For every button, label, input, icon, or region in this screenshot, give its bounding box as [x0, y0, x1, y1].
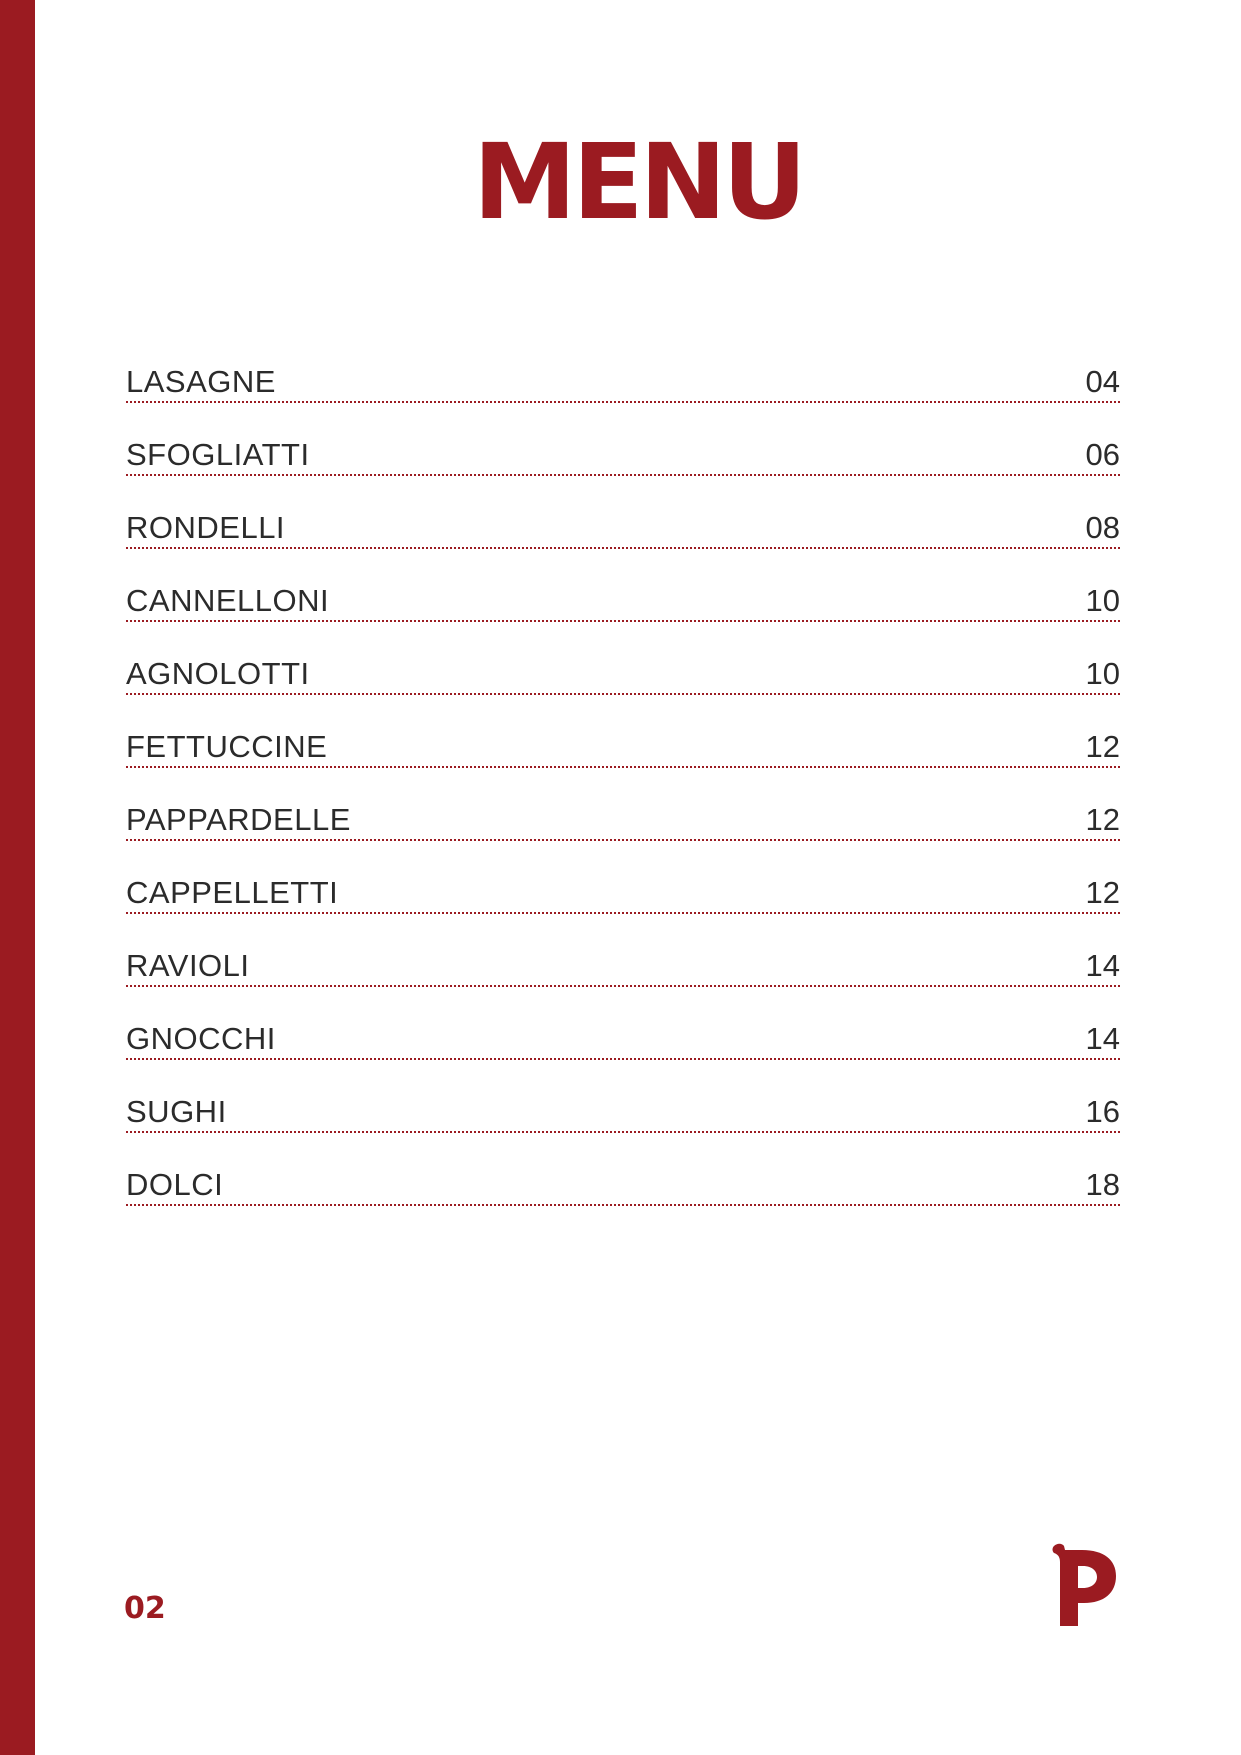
toc-entry-label: AGNOLOTTI — [126, 656, 310, 691]
page-number: 02 — [124, 1591, 166, 1626]
toc-entry-cappelletti[interactable] — [120, 841, 1120, 914]
toc-entry-rondelli[interactable] — [120, 476, 1120, 549]
table-of-contents — [120, 330, 1120, 1206]
toc-entry-label: DOLCI — [126, 1167, 224, 1202]
toc-entry-page: 04 — [1085, 364, 1120, 399]
toc-entry-page: 16 — [1085, 1094, 1120, 1129]
toc-entry-label: SFOGLIATTI — [126, 437, 310, 472]
toc-entry-label: LASAGNE — [126, 364, 276, 399]
toc-entry-gnocchi[interactable] — [120, 987, 1120, 1060]
toc-entry-page: 10 — [1085, 583, 1120, 618]
toc-entry-page: 14 — [1085, 1021, 1120, 1056]
toc-entry-label: CAPPELLETTI — [126, 875, 339, 910]
toc-entry-label: RAVIOLI — [126, 948, 250, 983]
toc-entry-fettuccine[interactable] — [120, 695, 1120, 768]
toc-entry-page: 10 — [1085, 656, 1120, 691]
toc-entry-ravioli[interactable] — [120, 914, 1120, 987]
toc-entry-page: 06 — [1085, 437, 1120, 472]
toc-entry-page: 12 — [1085, 802, 1120, 837]
toc-entry-agnolotti[interactable] — [120, 622, 1120, 695]
toc-entry-page: 14 — [1085, 948, 1120, 983]
toc-entry-sfogliatti[interactable] — [120, 403, 1120, 476]
toc-entry-page: 18 — [1085, 1167, 1120, 1202]
toc-entry-label: RONDELLI — [126, 510, 286, 545]
left-accent-bar — [0, 0, 35, 1755]
toc-entry-label: PAPPARDELLE — [126, 802, 351, 837]
brand-p-logo-icon — [1052, 1542, 1118, 1628]
toc-entry-pappardelle[interactable] — [120, 768, 1120, 841]
toc-entry-cannelloni[interactable] — [120, 549, 1120, 622]
toc-entry-dolci[interactable] — [120, 1133, 1120, 1206]
toc-entry-page: 12 — [1085, 729, 1120, 764]
dotted-leader — [126, 1204, 1120, 1206]
toc-entry-label: CANNELLONI — [126, 583, 330, 618]
toc-entry-page: 12 — [1085, 875, 1120, 910]
toc-entry-label: GNOCCHI — [126, 1021, 276, 1056]
toc-entry-label: SUGHI — [126, 1094, 227, 1129]
toc-entry-label: FETTUCCINE — [126, 729, 328, 764]
toc-entry-lasagne[interactable] — [120, 330, 1120, 403]
toc-entry-page: 08 — [1085, 510, 1120, 545]
page-title: MENU — [472, 121, 804, 243]
toc-entry-sughi[interactable] — [120, 1060, 1120, 1133]
